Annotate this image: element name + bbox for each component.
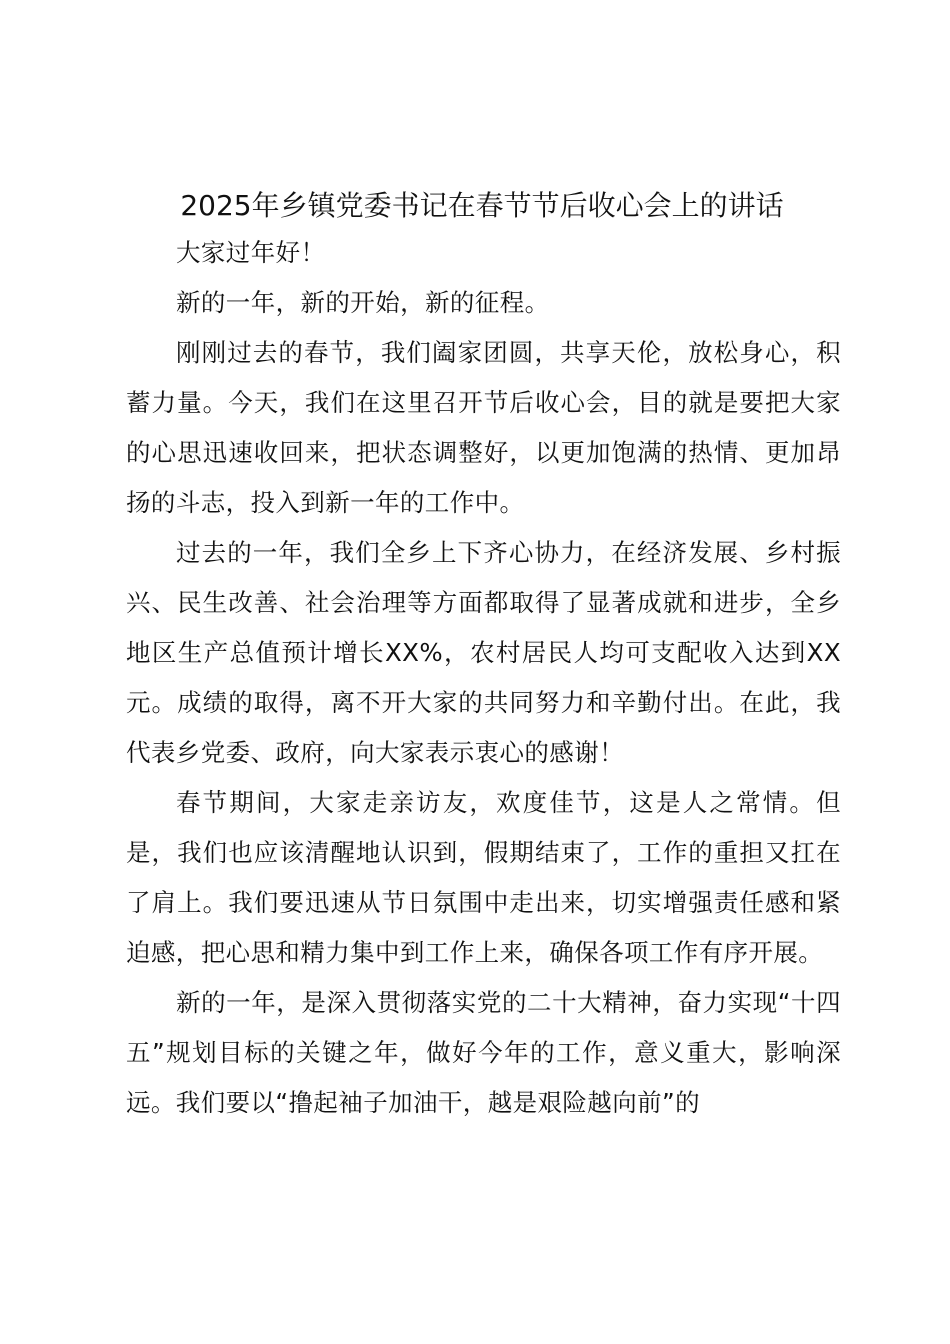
paragraph-key-year: 新的一年，是深入贯彻落实党的二十大精神，奋力实现“十四五”规划目标的关键之年，做好今年的工作，意义重大，影响深远。我们要以“撸起袖子加油干，越是艰险越向前”的 <box>126 988 841 1117</box>
paragraph-spring-festival: 刚刚过去的春节，我们阖家团圆，共享天伦，放松身心，积蓄力量。今天，我们在这里召开节后收心会，目的就是要把大家的心思迅速收回来，把状态调整好，以更加饱满的热情、更加昂扬的斗志，投入到新一年的工作中。 <box>126 338 841 517</box>
paragraph-past-year: 过去的一年，我们全乡上下齐心协力，在经济发展、乡村振兴、民生改善、社会治理等方面都取得了显著成就和进步，全乡地区生产总值预计增长XX%，农村居民人均可支配收入达到XX元。成绩的取得，离不开大家的共同努力和辛勤付出。在此，我代表乡党委、政府，向大家表示衷心的感谢！ <box>126 538 841 767</box>
document-body <box>126 228 841 1128</box>
paragraph-new-year: 新的一年，新的开始，新的征程。 <box>176 288 550 317</box>
paragraph-holiday: 春节期间，大家走亲访友，欢度佳节，这是人之常情。但是，我们也应该清醒地认识到，假期结束了，工作的重担又扛在了肩上。我们要迅速从节日氛围中走出来，切实增强责任感和紧迫感，把心思和精力集中到工作上来，确保各项工作有序开展。 <box>126 788 841 967</box>
paragraph-greeting: 大家过年好！ <box>176 238 326 267</box>
document-title: 2025年乡镇党委书记在春节节后收心会上的讲话 <box>180 189 784 222</box>
